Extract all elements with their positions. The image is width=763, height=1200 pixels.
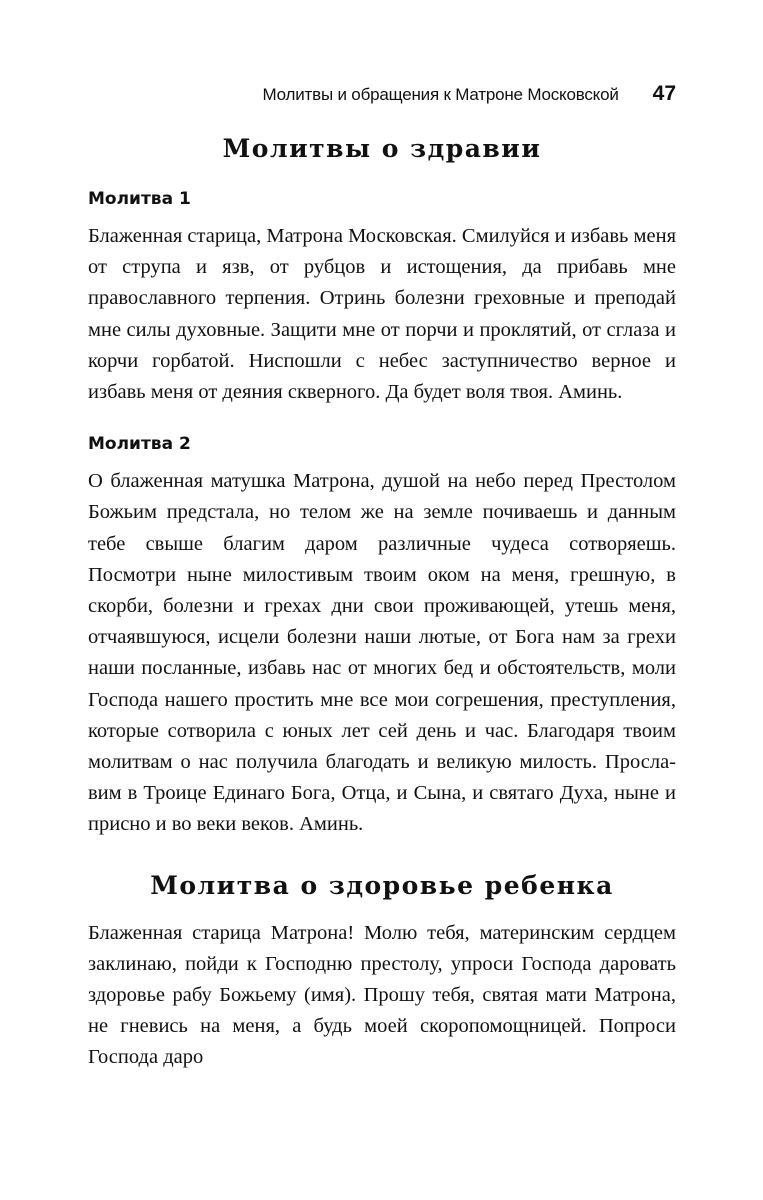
running-header — [88, 82, 676, 122]
running-title: Молитвы и обращения к Матроне Московской — [262, 85, 619, 104]
prayer-text-child-health: Блаженная старица Матрона! Молю тебя, материнским сердцем заклинаю, пойди к Господню престолу, упроси Господа даровать здоровье рабу Божьему (имя). Прошу тебя, святая мати Матрона, не гневись на меня, а будь моей скоропомощницей. Попроси Господа даро — [88, 921, 676, 1069]
book-page — [88, 82, 676, 1074]
prayer-text-1: Блаженная старица, Матрона Московская. Смилуйся и избавь меня от струпа и язв, от рубцов и истощения, да прибавь мне православного терпения. Отринь болезни греховные и преподай мне силы духовные. Защити мне от порчи и проклятий, от сглаза и корчи горбатой. Ниспошли с небес заступничество верное и избавь меня от деяния скверного. Да будет воля твоя. Аминь. — [88, 225, 676, 404]
section-title-health-prayers: Молитвы о здравии — [222, 134, 542, 163]
prayer-heading-2: Молитва 2 — [88, 434, 191, 455]
prayer-text-2: О блаженная матушка Матрона, душой на небо перед Престолом Божьим предстала, но телом же на земле почиваешь и данным тебе свыше благим даром различные чудеса сотворяешь. Посмотри ныне милостивым твоим оком на меня, грешную, в скорби, болезни и грехах дни свои проживающей, утешь меня, отчаявшуюся, исцели болезни наши лютые, от Бога нам за грехи наши посланные, избавь нас от многих бед и обстоятельств, моли Господа нашего простить мне все мои согрешения, преступления, которые сотворила с юных лет сей день и час. Благодаря твоим молитвам о нас получила благодать и великую милость. Прославим в Троице Единаго Бога, Отца, и Сына, и святаго Духа, ныне и присно и во веки веков. Аминь. — [88, 470, 676, 836]
prayer-heading-1: Молитва 1 — [88, 189, 191, 209]
page-number: 47 — [652, 82, 676, 105]
section-title-child-health: Молитва о здоровье ребенка — [150, 870, 614, 900]
